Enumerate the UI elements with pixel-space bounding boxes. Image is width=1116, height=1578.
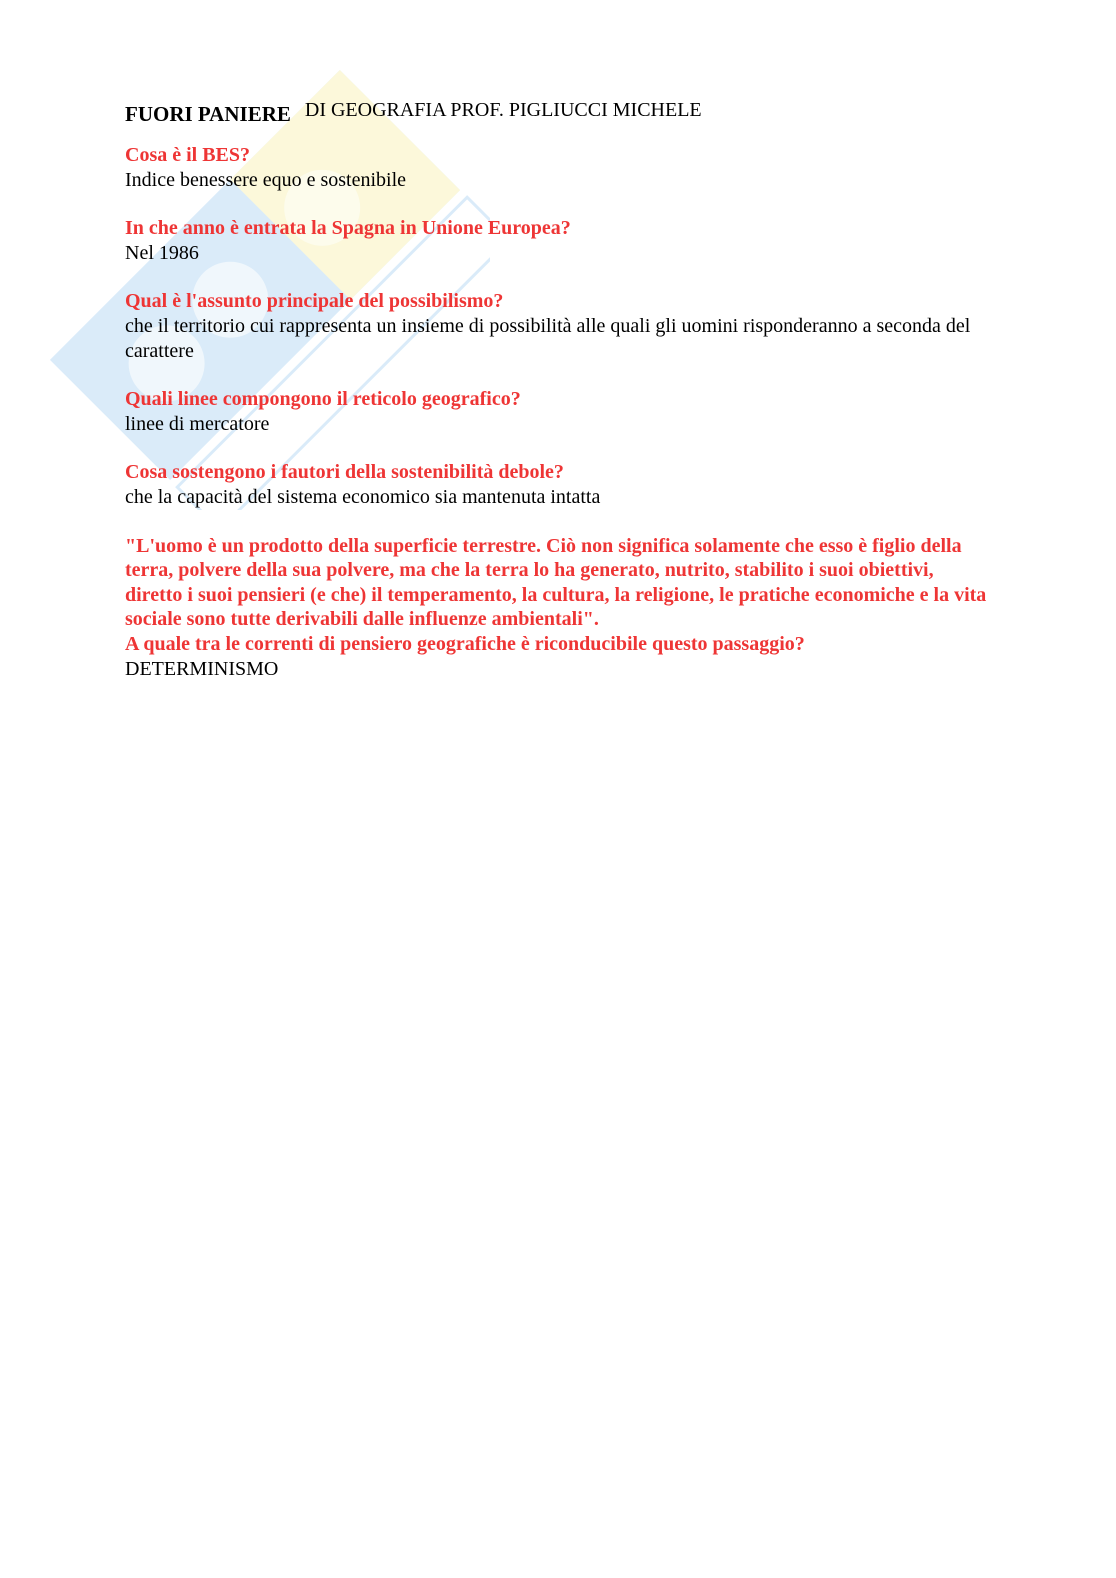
answer-text: DETERMINISMO (125, 657, 279, 680)
question-text: In che anno è entrata la Spagna in Unione Europea? (125, 217, 571, 240)
qa-item-final (125, 534, 995, 682)
answer-text: che la capacità del sistema economico sia mantenuta intatta (125, 485, 601, 508)
answer-text: Nel 1986 (125, 241, 199, 264)
answer-text: linee di mercatore (125, 412, 270, 435)
qa-item (125, 216, 995, 265)
header-title-bold: FUORI PANIERE (125, 102, 291, 126)
question-text: Cosa sostengono i fautori della sostenibilità debole? (125, 461, 564, 484)
question-text: Cosa è il BES? (125, 144, 251, 166)
qa-item (125, 289, 995, 363)
quote-text: "L'uomo è un prodotto della superficie terrestre. Ciò non significa solamente che esso è figlio della terra, polvere della sua polvere, ma che la terra lo ha generato, nutrito, stabilito i suoi obiettivi, diretto i suoi pensieri (e che) il temperamento, la cultura, la religione, le pratiche economiche e la vita sociale sono tutte derivabili dalle influenze ambientali". (125, 534, 987, 631)
question-text: Qual è l'assunto principale del possibilismo? (125, 290, 504, 313)
document-header (125, 96, 995, 126)
question-text: A quale tra le correnti di pensiero geografiche è riconducibile questo passaggio? (125, 632, 805, 655)
qa-item (125, 387, 995, 436)
header-subtitle: DI GEOGRAFIA PROF. PIGLIUCCI MICHELE (304, 99, 702, 121)
qa-item (125, 143, 995, 192)
answer-text: che il territorio cui rappresenta un insieme di possibilità alle quali gli uomini risponderanno a seconda del carattere (125, 314, 971, 362)
document-body (125, 96, 995, 705)
question-text: Quali linee compongono il reticolo geografico? (125, 388, 521, 411)
qa-item (125, 460, 995, 509)
answer-text: Indice benessere equo e sostenibile (125, 168, 407, 191)
